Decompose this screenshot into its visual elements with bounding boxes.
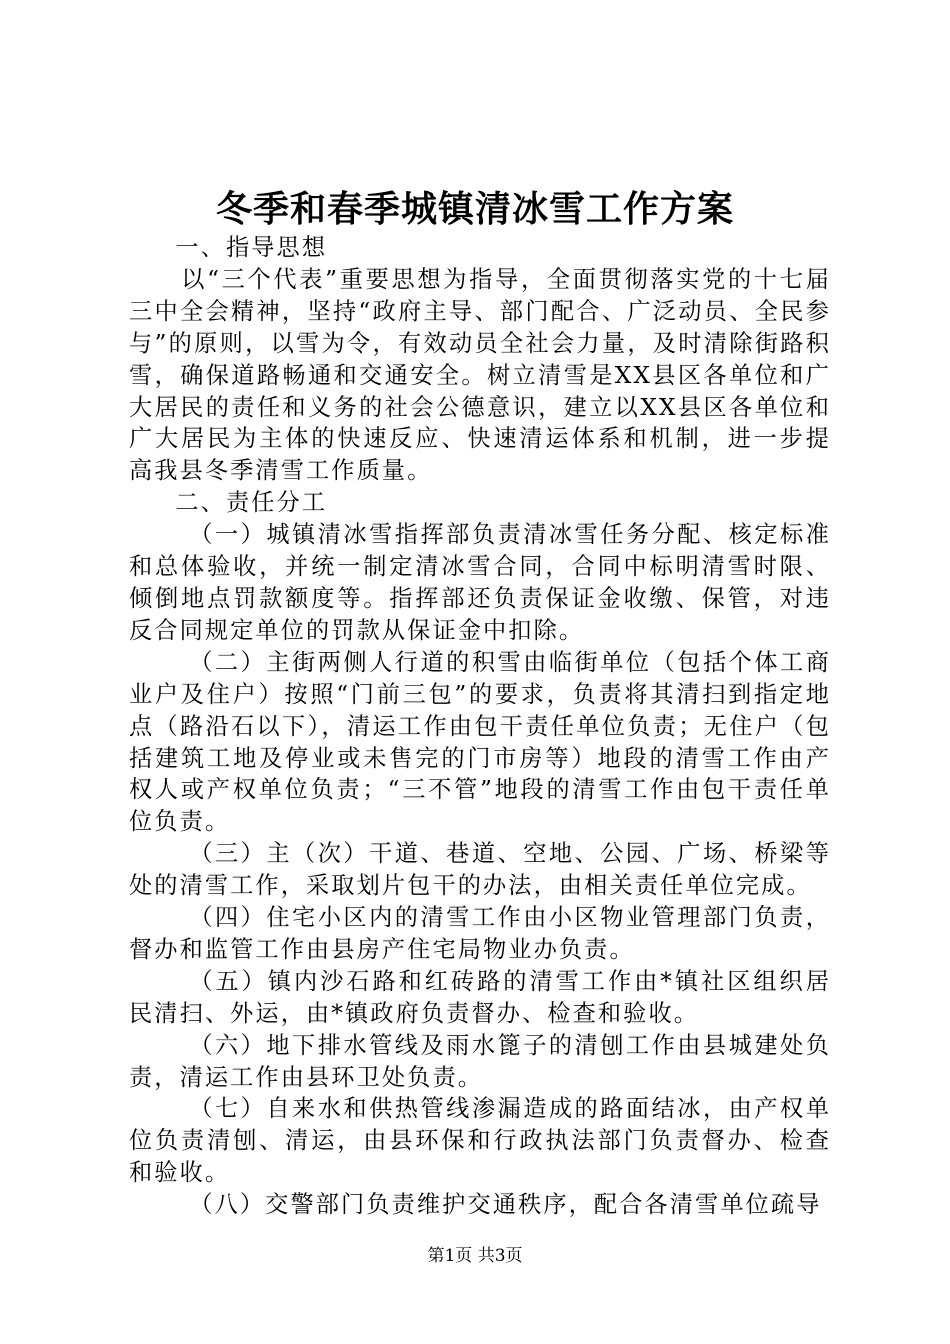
responsibility-item-1: （一）城镇清冰雪指挥部负责清冰雪任务分配、核定标准和总体验收，并统一制定清冰雪合同，合同中标明清雪时限、倾倒地点罚款额度等。指挥部还负责保证金收缴、保管，对违反合同规定单位的罚款从保证金中扣除。 <box>129 521 831 644</box>
responsibility-item-3: （三）主（次）干道、巷道、空地、公园、广场、桥梁等处的清雪工作，采取划片包干的办法，由相关责任单位完成。 <box>129 840 831 900</box>
responsibility-item-2: （二）主街两侧人行道的积雪由临街单位（包括个体工商业户及住户）按照“门前三包”的要求，负责将其清扫到指定地点（路沿石以下），清运工作由包干责任单位负责；无住户（包括建筑工地及停业或未售完的门市房等）地段的清雪工作由产权人或产权单位负责；“三不管”地段的清雪工作由包干责任单位负责。 <box>129 648 831 836</box>
responsibility-item-6: （六）地下排水管线及雨水篦子的清刨工作由县城建处负责，清运工作由县环卫处负责。 <box>129 1031 831 1091</box>
responsibility-item-4: （四）住宅小区内的清雪工作由小区物业管理部门负责，督办和监管工作由县房产住宅局物业办负责。 <box>129 904 831 963</box>
paragraph-guiding-ideology: 以“三个代表”重要思想为指导，全面贯彻落实党的十七届三中全会精神，坚持“政府主导、部门配合、广泛动员、全民参与”的原则，以雪为令，有效动员全社会力量，及时清除街路积雪，确保道路畅通和交通安全。树立清雪是XX县区各单位和广大居民的责任和义务的社会公德意识，建立以XX县区各单位和广大居民为主体的快速反应、快速清运体系和机制，进一步提高我县冬季清雪工作质量。 <box>129 265 831 485</box>
page-footer: 第1页 共3页 <box>427 1246 523 1266</box>
responsibility-item-5: （五）镇内沙石路和红砖路的清雪工作由*镇社区组织居民清扫、外运，由*镇政府负责督办、检查和验收。 <box>129 967 831 1027</box>
section-heading-guiding-ideology: 一、指导思想 <box>175 234 328 261</box>
document-body <box>129 232 831 1221</box>
responsibility-item-8: （八）交警部门负责维护交通秩序，配合各清雪单位疏导 <box>189 1191 822 1219</box>
document-title: 冬季和春季城镇清冰雪工作方案 <box>215 188 734 230</box>
section-heading-responsibilities: 二、责任分工 <box>175 489 328 517</box>
responsibility-item-7: （七）自来水和供热管线渗漏造成的路面结冰，由产权单位负责清刨、清运，由县环保和行政执法部门负责督办、检查和验收。 <box>129 1095 831 1187</box>
